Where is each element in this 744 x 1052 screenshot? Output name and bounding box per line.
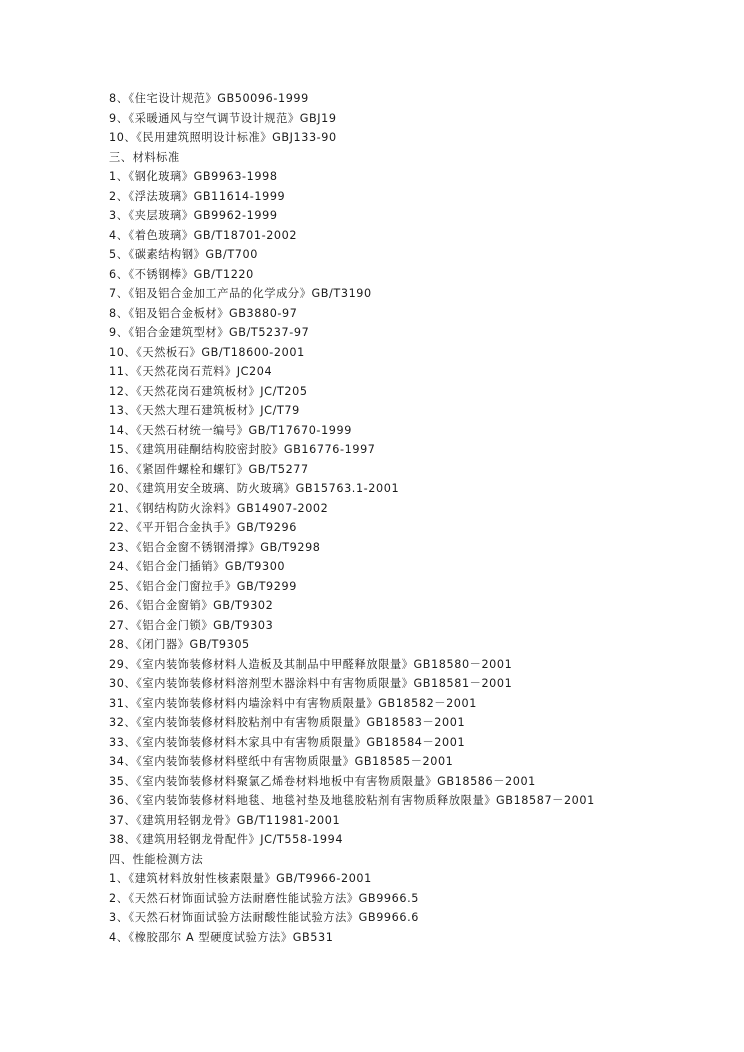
list-item: 38、《建筑用轻钢龙骨配件》JC/T558-1994 (109, 833, 344, 846)
list-item: 8、《铝及铝合金板材》GB3880-97 (109, 306, 298, 320)
list-item: 32、《室内装饰装修材料胶粘剂中有害物质限量》GB18583－2001 (109, 716, 466, 729)
list-item: 26、《铝合金窗销》GB/T9302 (109, 599, 274, 612)
section-heading: 四、性能检测方法 (109, 852, 204, 866)
list-item: 13、《天然大理石建筑板材》JC/T79 (109, 404, 300, 417)
list-item: 21、《钢结构防火涂料》GB14907-2002 (109, 501, 329, 515)
list-item: 25、《铝合金门窗拉手》GB/T9299 (109, 579, 297, 593)
list-item: 30、《室内装饰装修材料溶剂型木器涂料中有害物质限量》GB18581－2001 (109, 677, 513, 690)
list-item: 12、《天然花岗石建筑板材》JC/T205 (109, 384, 308, 398)
standards-list (109, 89, 729, 947)
list-item: 4、《着色玻璃》GB/T18701-2002 (109, 228, 298, 242)
list-item: 22、《平开铝合金执手》GB/T9296 (109, 521, 297, 534)
list-item: 15、《建筑用硅酮结构胶密封胶》GB16776-1997 (109, 443, 376, 456)
list-item: 36、《室内装饰装修材料地毯、地毯衬垫及地毯胶粘剂有害物质释放限量》GB18587－2001 (109, 794, 595, 807)
list-item: 10、《天然板石》GB/T18600-2001 (109, 345, 305, 359)
list-item: 11、《天然花岗石荒料》JC204 (109, 365, 273, 378)
list-item: 27、《铝合金门锁》GB/T9303 (109, 618, 274, 632)
list-item: 2、《天然石材饰面试验方法耐磨性能试验方法》GB9966.5 (109, 891, 419, 905)
list-item: 8、《住宅设计规范》GB50096-1999 (109, 92, 309, 105)
section-heading: 三、材料标准 (109, 150, 180, 164)
list-item: 9、《采暖通风与空气调节设计规范》GBJ19 (109, 111, 337, 125)
list-item: 3、《天然石材饰面试验方法耐酸性能试验方法》GB9966.6 (109, 911, 419, 924)
list-item: 9、《铝合金建筑型材》GB/T5237-97 (109, 326, 310, 339)
list-item: 3、《夹层玻璃》GB9962-1999 (109, 209, 278, 222)
list-item: 16、《紧固件螺栓和螺钉》GB/T5277 (109, 462, 309, 476)
list-item: 2、《浮法玻璃》GB11614-1999 (109, 189, 286, 203)
list-item: 23、《铝合金窗不锈钢滑撑》GB/T9298 (109, 540, 321, 554)
list-item: 6、《不锈钢棒》GB/T1220 (109, 267, 254, 281)
list-item: 1、《钢化玻璃》GB9963-1998 (109, 170, 278, 183)
list-item: 14、《天然石材统一编号》GB/T17670-1999 (109, 423, 352, 437)
list-item: 33、《室内装饰装修材料木家具中有害物质限量》GB18584－2001 (109, 735, 466, 749)
list-item: 31、《室内装饰装修材料内墙涂料中有害物质限量》GB18582－2001 (109, 696, 477, 710)
list-item: 7、《铝及铝合金加工产品的化学成分》GB/T3190 (109, 287, 372, 300)
list-item: 34、《室内装饰装修材料壁纸中有害物质限量》GB18585－2001 (109, 755, 454, 768)
list-item: 1、《建筑材料放射性核素限量》GB/T9966-2001 (109, 872, 372, 885)
list-item: 35、《室内装饰装修材料聚氯乙烯卷材料地板中有害物质限量》GB18586－2001 (109, 774, 536, 788)
list-item: 29、《室内装饰装修材料人造板及其制品中甲醛释放限量》GB18580－2001 (109, 657, 513, 671)
list-item: 10、《民用建筑照明设计标准》GBJ133-90 (109, 131, 337, 144)
list-item: 4、《橡胶邵尔 A 型硬度试验方法》GB531 (109, 930, 334, 944)
list-item: 28、《闭门器》GB/T9305 (109, 638, 250, 651)
list-item: 24、《铝合金门插销》GB/T9300 (109, 560, 286, 573)
list-item: 20、《建筑用安全玻璃、防火玻璃》GB15763.1-2001 (109, 482, 400, 495)
list-item: 37、《建筑用轻钢龙骨》GB/T11981-2001 (109, 813, 341, 827)
list-item: 5、《碳素结构钢》GB/T700 (109, 248, 258, 261)
